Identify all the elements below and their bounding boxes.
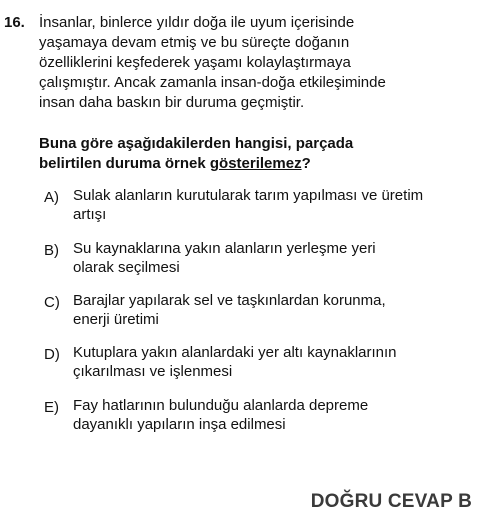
- option-letter: B): [44, 242, 59, 259]
- question-number: 16.: [4, 14, 25, 31]
- option-line: Kutuplara yakın alanlardaki yer altı kaynaklarının: [73, 344, 397, 361]
- option-text: [73, 291, 475, 329]
- option-line: Su kaynaklarına yakın alanların yerleşme yeri: [73, 240, 376, 257]
- option-line: Fay hatlarının bulunduğu alanlarda depreme: [73, 397, 369, 414]
- passage-line: özelliklerini keşfederek yaşamı kolaylaştırmaya: [39, 54, 351, 71]
- option-line: artışı: [73, 206, 107, 223]
- passage-line: çalışmıştır. Ancak zamanla insan-doğa etkileşiminde: [39, 74, 386, 91]
- passage-line: İnsanlar, binlerce yıldır doğa ile uyum içerisinde: [39, 14, 355, 31]
- option-line: Sulak alanların kurutularak tarım yapılması ve üretim: [73, 187, 424, 204]
- option-letter: A): [44, 189, 59, 206]
- option-letter: D): [44, 346, 60, 363]
- option-line: enerji üretimi: [73, 311, 159, 328]
- prompt-emphasis: gösterilemez: [209, 155, 302, 172]
- passage: [39, 13, 475, 113]
- option-letter: C): [44, 294, 60, 311]
- option-letter: E): [44, 399, 59, 416]
- option-text: [73, 186, 475, 224]
- option-line: Barajlar yapılarak sel ve taşkınlardan korunma,: [73, 292, 386, 309]
- option-line: dayanıklı yapıların inşa edilmesi: [73, 416, 286, 433]
- prompt-line-1: Buna göre aşağıdakilerden hangisi, parçada: [39, 135, 354, 152]
- correct-answer-note: DOĞRU CEVAP B: [310, 491, 472, 512]
- prompt-line-2: [39, 154, 475, 174]
- option-line: olarak seçilmesi: [73, 259, 180, 276]
- passage-line: insan daha baskın bir duruma geçmiştir.: [39, 94, 305, 111]
- prompt-question-mark: ?: [301, 155, 311, 172]
- option-text: [73, 239, 475, 277]
- prompt-text: belirtilen duruma örnek: [39, 155, 210, 172]
- option-line: çıkarılması ve işlenmesi: [73, 363, 233, 380]
- option-text: [73, 396, 475, 434]
- option-text: [73, 343, 475, 381]
- passage-line: yaşamaya devam etmiş ve bu süreçte doğanın: [39, 34, 350, 51]
- question-prompt: [39, 134, 475, 174]
